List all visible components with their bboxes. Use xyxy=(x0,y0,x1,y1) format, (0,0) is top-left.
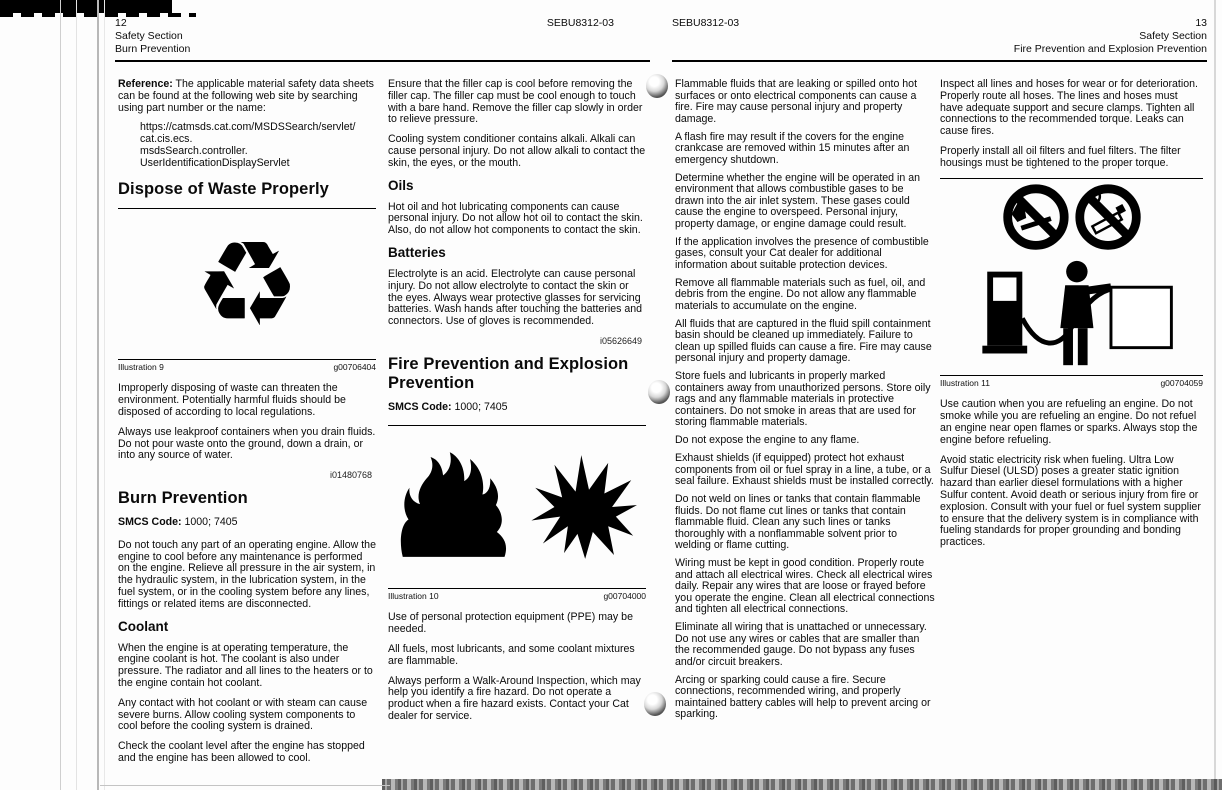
paragraph: When the engine is at operating temperature, the engine coolant is hot. The coolant is also under pressure. The radiator and all lines to the heaters or to the engine contain hot coolant. xyxy=(118,641,373,689)
paragraph: Store fuels and lubricants in properly marked containers away from unauthorized persons. Store oily rags and any flammable materials in protective containers. Do not smoke in areas that are used for storing flammable materials. xyxy=(675,370,931,428)
paragraph: Always use leakproof containers when you drain fluids. Do not pour waste onto the ground, down a drain, or into any source of water. xyxy=(118,425,376,462)
no-smoking-icon xyxy=(1079,188,1136,245)
reference-text: The applicable material safety data sheets can be found at the following web site by searching using part number or the name: xyxy=(118,78,374,114)
heading-batteries: Batteries xyxy=(388,244,446,260)
explosion-icon xyxy=(531,455,637,559)
illustration-code: g00704059 xyxy=(1160,377,1203,388)
refueling-safety-icon xyxy=(957,182,1187,372)
paragraph: A flash fire may result if the covers for the engine crankcase are removed within 15 minutes after an emergency shutdown. xyxy=(675,130,910,166)
paragraph: Do not touch any part of an operating engine. Allow the engine to cool before any maintenance is performed on the engine. Relieve all pressure in the air system, in the hydraulic system, in the lubrication system, in the fuel system, or in the cooling system before any lines, fittings or related items are disconnected. xyxy=(118,538,376,610)
page13-column-1 xyxy=(675,79,935,727)
paragraph: Do not expose the engine to any flame. xyxy=(675,434,860,446)
scan-artifact-line xyxy=(104,0,105,790)
doc-code: SEBU8312-03 xyxy=(546,17,614,29)
paragraph: All fluids that are captured in the fluid spill containment basin should be cleaned up immediately. Failure to clean up spilled fluids can cause a fire. Fire may cause personal injury and property damage. xyxy=(675,317,932,364)
paragraph: Ensure that the filler cap is cool before removing the filler cap. The filler cap must be cool enough to touch with a bare hand. Remove the filler cap slowly in order to relieve pressure. xyxy=(388,78,643,126)
header-rule xyxy=(672,60,1207,62)
no-open-flame-icon xyxy=(1007,188,1064,245)
media-code: i05626649 xyxy=(599,335,642,346)
paragraph: Avoid static electricity risk when fueling. Ultra Low Sulfur Diesel (ULSD) poses a greater static ignition hazard than earlier diesel formulations with a higher Sulfur content. Avoid death or serious injury from fire or explosion. Consult with your fuel or fuel system supplier to ensure that the delivery system is in compliance with fueling standards for proper grounding and bonding practices. xyxy=(940,453,1201,549)
illustration-code: g00706404 xyxy=(333,361,376,372)
illustration-code: g00704000 xyxy=(603,590,646,601)
msds-url-block xyxy=(140,122,376,169)
page13-header xyxy=(672,17,1207,56)
media-code: i01480768 xyxy=(329,470,372,481)
illustration-10-art xyxy=(388,425,646,589)
url-line: msdsSearch.controller. xyxy=(140,144,248,157)
refueling-person-icon xyxy=(982,261,1171,365)
illustration-10 xyxy=(388,425,646,603)
paragraph: Determine whether the engine will be operated in an environment that allows combustible gases to be drawn into the air inlet system. These gases could cause the engine to overspeed. Personal injury, property damage, or engine damage could result. xyxy=(675,171,920,230)
paragraph-reference xyxy=(118,79,376,114)
scan-artifact-line xyxy=(97,0,99,790)
header-section: Safety Section xyxy=(1139,30,1207,42)
paragraph: Check the coolant level after the engine has stopped and the engine has been allowed to cool. xyxy=(118,740,365,764)
paragraph: Remove all flammable materials such as fuel, oil, and debris from the engine. Do not allow any flammable materials to accumulate on the engine. xyxy=(675,276,926,312)
header-subsection: Fire Prevention and Explosion Prevention xyxy=(1013,43,1207,55)
paragraph: If the application involves the presence of combustible gases, consult your Cat dealer for additional information about suitable protection devices. xyxy=(675,235,929,271)
flame-icon xyxy=(401,452,506,557)
smcs-code-line xyxy=(388,402,646,414)
url-line: cat.cis.ecs. xyxy=(140,133,193,146)
paragraph: Use of personal protection equipment (PPE) may be needed. xyxy=(388,611,633,636)
heading-fire-prevention: Fire Prevention and Explosion Prevention xyxy=(388,354,629,392)
header-rule xyxy=(115,60,650,62)
url-line: UserIdentificationDisplayServlet xyxy=(140,156,290,169)
header-subsection: Burn Prevention xyxy=(115,43,191,55)
page12-column-1 xyxy=(118,79,376,773)
heading-burn-prevention: Burn Prevention xyxy=(118,488,248,507)
illustration-11-art xyxy=(940,178,1203,376)
url-line: https://catmsds.cat.com/MSDSSearch/servlet/ xyxy=(140,121,356,134)
illustration-label: Illustration 10 xyxy=(388,590,439,601)
heading-dispose-of-waste: Dispose of Waste Properly xyxy=(118,179,329,198)
paragraph: Do not weld on lines or tanks that contain flammable fluids. Do not flame cut lines or tanks that contain flammable fluid. Clean any such lines or tanks thoroughly with a nonflammable solvent prior to welding or flame cutting. xyxy=(675,493,921,551)
heading-oils: Oils xyxy=(388,177,414,193)
paragraph: Improperly disposing of waste can threaten the environment. Potentially harmful fluids should be disposed of according to local regulations. xyxy=(118,382,346,418)
reference-label: Reference: xyxy=(118,78,173,90)
paragraph: Electrolyte is an acid. Electrolyte can cause personal injury. Do not allow electrolyte to contact the skin or the eyes. Always wear protective glasses for servicing batteries. Wash hands after touching the batteries and connectors. Use of gloves is recommended. xyxy=(388,267,643,328)
illustration-9-art xyxy=(118,208,376,360)
scan-artifact-line xyxy=(1214,0,1216,790)
doc-code: SEBU8312-03 xyxy=(672,17,740,29)
scan-artifact-line xyxy=(60,0,61,790)
paragraph: Use caution when you are refueling an engine. Do not smoke while you are refueling an engine. Do not refuel an engine near open flames or sparks. Always stop the engine before refueling. xyxy=(940,398,1198,446)
illustration-label: Illustration 9 xyxy=(118,361,164,372)
scan-artifact-line xyxy=(76,0,77,790)
page-number: 13 xyxy=(1195,17,1207,29)
page-number: 12 xyxy=(115,17,127,29)
smcs-code-line xyxy=(118,517,376,529)
page12-header xyxy=(115,17,650,56)
smcs-label: SMCS Code: xyxy=(118,515,182,528)
paragraph: All fuels, most lubricants, and some coolant mixtures are flammable. xyxy=(388,642,635,667)
paragraph: Any contact with hot coolant or with steam can cause severe burns. Allow cooling system components to cool before the cooling system is drained. xyxy=(118,696,368,733)
paragraph: Inspect all lines and hoses for wear or for deterioration. Properly route all hoses. The lines and hoses must have adequate support and secure clamps. Tighten all connections to the recommended torque. Leaks can cause fires. xyxy=(940,78,1198,138)
page12-column-2 xyxy=(388,79,646,731)
smcs-value: 1000; 7405 xyxy=(181,515,238,528)
heading-coolant: Coolant xyxy=(118,618,169,634)
manual-page-13 xyxy=(672,0,1207,790)
paragraph: Properly install all oil filters and fuel filters. The filter housings must be tightened to the proper torque. xyxy=(940,144,1181,169)
binder-hole xyxy=(648,380,670,404)
paragraph: Always perform a Walk-Around Inspection, which may help you identify a fire hazard. Do not operate a product when a fire hazard exists. Contact your Cat dealer for service. xyxy=(388,674,641,722)
paragraph: Flammable fluids that are leaking or spilled onto hot surfaces or onto electrical components can cause a fire. Fire may cause personal injury and property damage. xyxy=(675,78,918,125)
illustration-11 xyxy=(940,178,1203,390)
recycle-icon: ♻ xyxy=(194,214,300,353)
paragraph: Cooling system conditioner contains alkali. Alkali can cause personal injury. Do not allow alkali to contact the skin, the eyes, or the mouth. xyxy=(388,133,646,169)
smcs-label: SMCS Code: xyxy=(388,400,452,413)
paragraph: Hot oil and hot lubricating components can cause personal injury. Do not allow hot oil to contact the skin. Also, do not allow hot components to contact the skin. xyxy=(388,200,643,237)
illustration-label: Illustration 11 xyxy=(940,377,990,388)
manual-page-12 xyxy=(115,0,650,790)
header-section: Safety Section xyxy=(115,30,183,42)
page13-column-2 xyxy=(940,79,1203,557)
paragraph: Eliminate all wiring that is unattached or unnecessary. Do not use any wires or cables that are smaller than the recommended gauge. Do not bypass any fuses and/or circuit breakers. xyxy=(675,621,927,668)
smcs-value: 1000; 7405 xyxy=(451,400,508,413)
paragraph: Wiring must be kept in good condition. Properly route and attach all electrical wires. Check all electrical wires daily. Repair any wires that are loose or frayed before you operate the engine. Clean all electrical connections and tighten all electrical connections. xyxy=(675,557,935,615)
paragraph: Exhaust shields (if equipped) protect hot exhaust components from oil or fuel spray in a line, a tube, or a seal failure. Exhaust shields must be installed correctly. xyxy=(675,452,934,487)
paragraph: Arcing or sparking could cause a fire. Secure connections, recommended wiring, and properly maintained battery cables will help to prevent arcing or sparking. xyxy=(675,673,931,720)
illustration-9 xyxy=(118,208,376,374)
fire-and-explosion-icon xyxy=(397,444,637,570)
